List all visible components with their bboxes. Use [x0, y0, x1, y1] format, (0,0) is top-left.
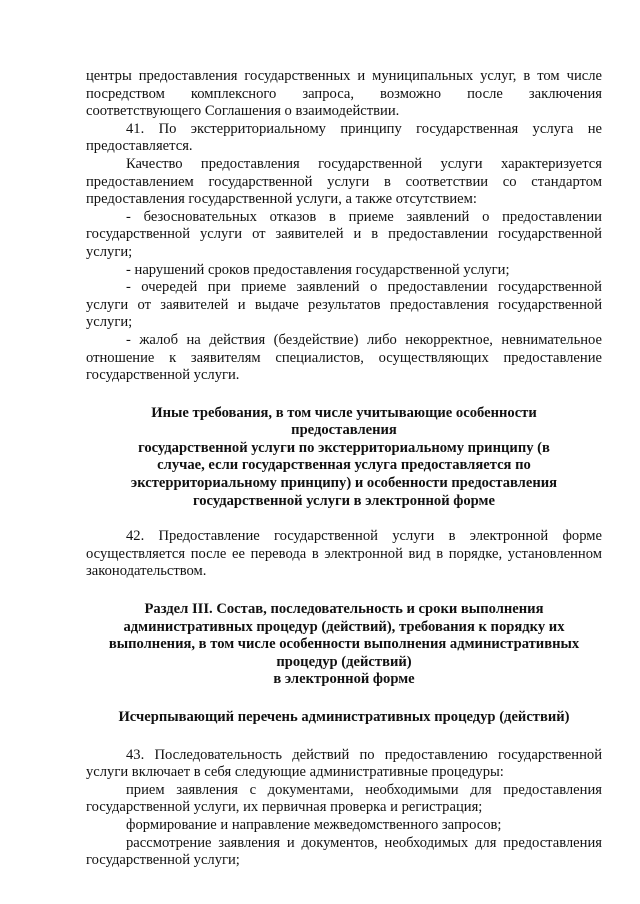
paragraph-42 [86, 528, 602, 581]
procedure-item-review [86, 835, 602, 870]
paragraph-intro-continuation [86, 68, 602, 121]
list-item-deadlines [86, 262, 602, 280]
text-line: услуги включает в себя следующие административные процедуры: [86, 764, 504, 781]
text-line: услуги; [86, 314, 133, 331]
text-line: рассмотрение заявления и документов, необходимых для предоставления [126, 834, 602, 851]
text-line: соответствующего Соглашения о взаимодействии. [86, 103, 400, 120]
text-line: 41. По экстерриториальному принципу государственная услуга не [126, 120, 602, 137]
text-line: государственной услуги; [86, 852, 240, 869]
text-line: отношение к заявителям специалистов, осуществляющих предоставление [86, 349, 602, 366]
text-line: - безосновательных отказов в приеме заявлений о предоставлении [126, 208, 602, 225]
text-line: осуществляется после ее перевода в электронной вид в порядке, установленном [86, 545, 602, 562]
list-item-complaints [86, 332, 602, 385]
text-line: государственной услуги от заявителей и в предоставлении государственной [86, 226, 602, 243]
text-line: - нарушений сроков предоставления государственной услуги; [126, 261, 510, 278]
document-body [86, 68, 602, 870]
procedure-item-intake [86, 782, 602, 817]
text-line: Качество предоставления государственной услуги характеризуется [126, 155, 602, 172]
heading-line: государственной услуги в электронной форме [193, 492, 495, 509]
heading-line: Иные требования, в том числе учитывающие особенности [151, 404, 537, 421]
text-line: - жалоб на действия (бездействие) либо некорректное, невнимательное [126, 331, 602, 348]
text-line: предоставления государственной услуги, а также отсутствием: [86, 191, 477, 208]
text-line: посредством комплексного запроса, возможно после заключения [86, 85, 602, 102]
heading-line: государственной услуги по экстерриториальному принципу (в [138, 439, 550, 456]
text-line: государственной услуги, их первичная проверка и регистрация; [86, 799, 483, 816]
text-line: центры предоставления государственных и муниципальных услуг, в том числе [86, 68, 602, 84]
heading-line: случае, если государственная услуга предоставляется по [157, 457, 531, 474]
heading-line: выполнения, в том числе особенности выполнения административных [108, 636, 580, 653]
heading-section-3 [86, 601, 602, 689]
heading-line: процедур (действий) [276, 653, 412, 670]
heading-line: экстерриториальному принципу) и особенности предоставления [130, 475, 558, 492]
text-line: государственной услуги. [86, 367, 240, 384]
text-line: услуги от заявителей и выдаче результатов предоставления государственной [86, 296, 602, 313]
heading-line: в электронной форме [273, 671, 415, 688]
text-line: предоставляется. [86, 138, 193, 155]
list-item-queues [86, 279, 602, 332]
list-item-refusals [86, 209, 602, 262]
text-line: формирование и направление межведомственного запросов; [126, 816, 502, 833]
paragraph-43 [86, 747, 602, 782]
spacer [86, 385, 602, 405]
paragraph-41 [86, 121, 602, 156]
text-line: услуги; [86, 243, 133, 260]
heading-line: Раздел III. Состав, последовательность и сроки выполнения [144, 601, 544, 618]
spacer [86, 727, 602, 747]
spacer [86, 581, 602, 601]
procedure-item-interagency-request [86, 817, 602, 835]
text-line: 43. Последовательность действий по предоставлению государственной [126, 746, 602, 763]
text-line: предоставлением государственной услуги в соответствии со стандартом [86, 173, 602, 190]
heading-line: административных процедур (действий), требования к порядку их [123, 618, 565, 635]
text-line: - очередей при приеме заявлений о предоставлении государственной [126, 279, 602, 296]
heading-other-requirements [86, 405, 602, 511]
heading-line: предоставления [291, 422, 397, 439]
spacer [86, 510, 602, 528]
paragraph-quality [86, 156, 602, 209]
text-line: прием заявления с документами, необходимыми для предоставления [126, 781, 602, 798]
heading-line: Исчерпывающий перечень административных процедур (действий) [118, 709, 570, 725]
text-line: законодательством. [86, 563, 207, 580]
spacer [86, 689, 602, 709]
heading-procedure-list [86, 709, 602, 727]
text-line: 42. Предоставление государственной услуги в электронной форме [126, 528, 602, 545]
